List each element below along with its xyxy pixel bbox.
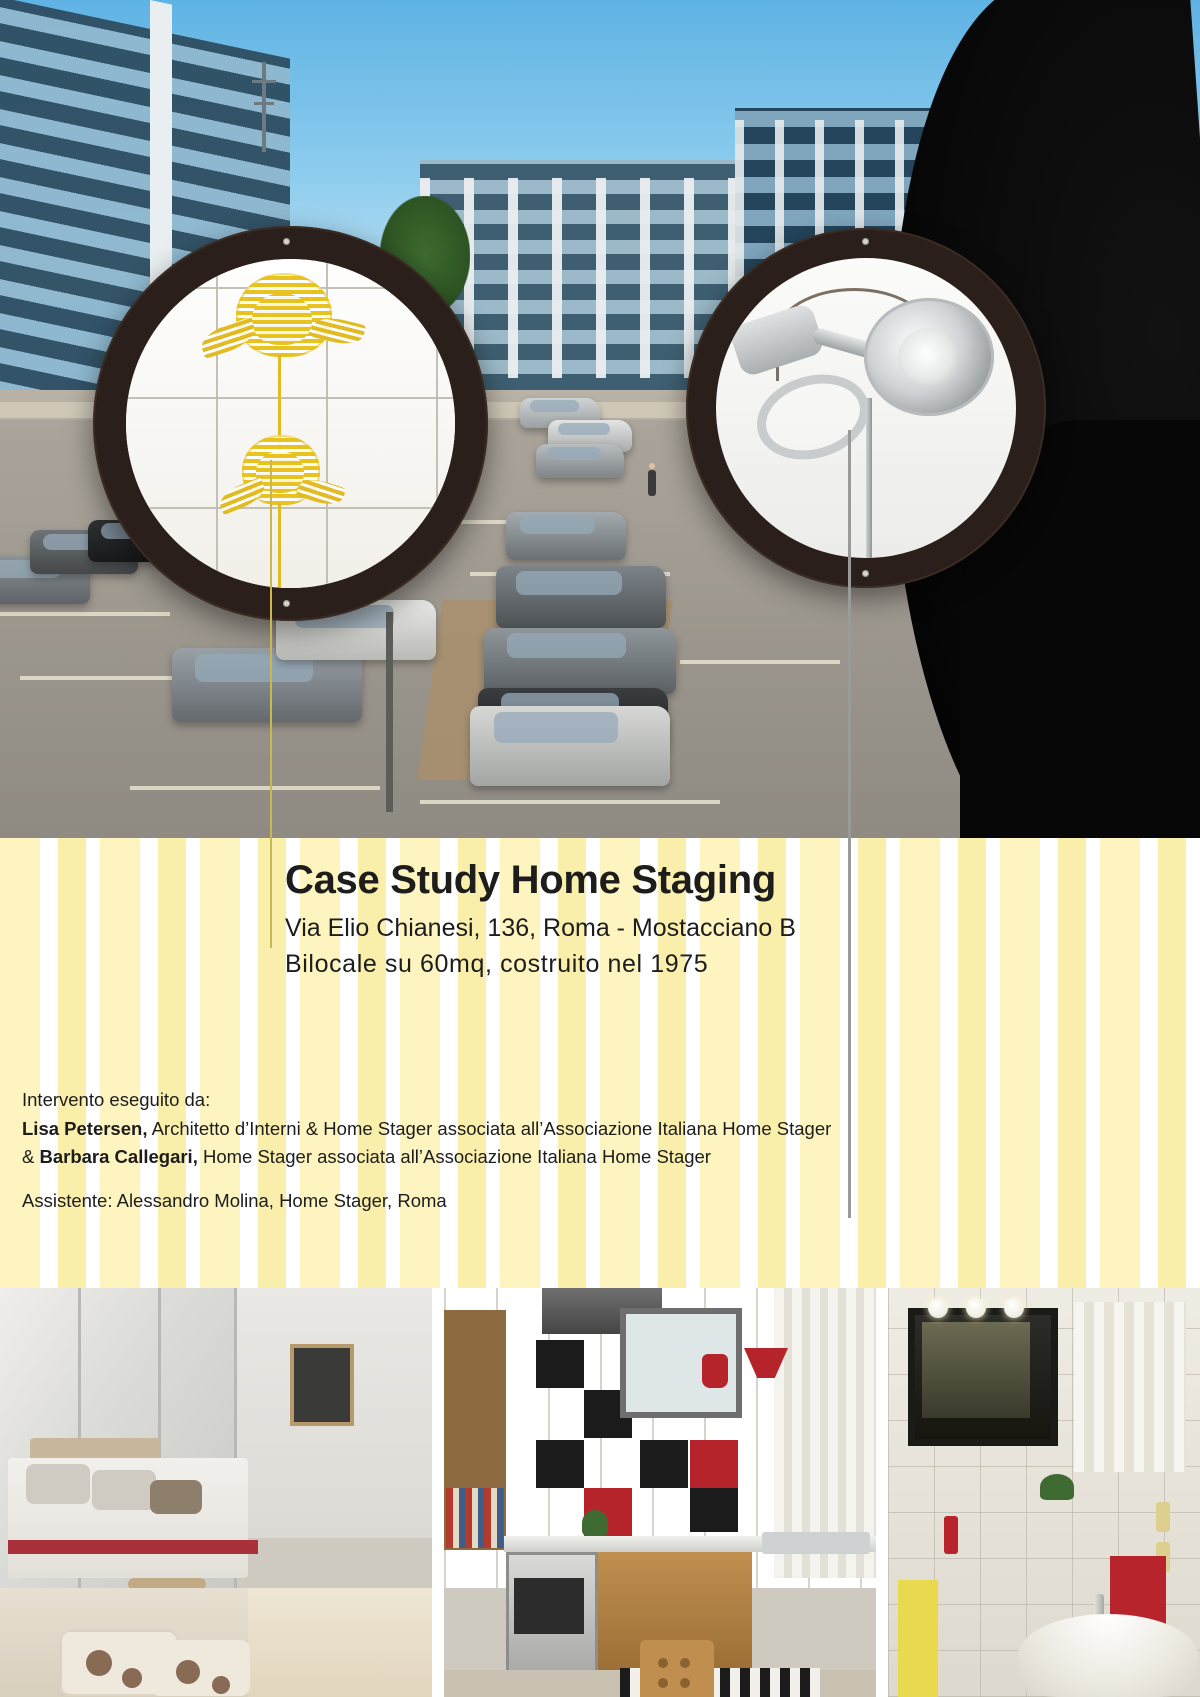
lamp-stand — [866, 398, 872, 558]
credit-prefix-2: & — [22, 1146, 40, 1168]
pillow — [26, 1464, 90, 1504]
lens-photo-desk-lamp — [686, 228, 1046, 588]
callout-line-left-continued — [270, 838, 272, 948]
foreground-bedding — [248, 1588, 432, 1697]
credit-role-1: Architetto d’Interni & Home Stager associata all’Associazione Italiana Home Stager — [147, 1117, 832, 1139]
cushion-flower-motif — [176, 1660, 200, 1684]
washbasin — [1018, 1614, 1198, 1697]
oven-mitt — [702, 1354, 728, 1388]
lens-screw — [283, 600, 290, 607]
rose-stem — [278, 503, 281, 588]
lens-screw — [862, 570, 869, 577]
parking-stripe — [680, 660, 840, 664]
black-accent-tile — [536, 1340, 584, 1388]
info-band-content — [0, 838, 1200, 1288]
bathroom-window-curtain — [1074, 1302, 1186, 1472]
callout-line-left — [270, 460, 272, 838]
pillow-accent — [150, 1480, 202, 1514]
sink — [762, 1532, 870, 1554]
lens-inner-left — [126, 259, 455, 588]
pillow — [92, 1470, 156, 1510]
yellow-rose-decal-inner — [252, 293, 312, 345]
red-accent-tile — [690, 1440, 738, 1488]
chair-hole — [680, 1658, 690, 1668]
antenna-mast — [262, 62, 266, 152]
cushion-flower-motif — [122, 1668, 142, 1688]
credits-intro: Intervento eseguito da: — [22, 1089, 211, 1110]
credit-name-1: Lisa Petersen, — [22, 1117, 148, 1139]
bedroom-photo — [0, 1288, 432, 1697]
yellow-towel — [898, 1580, 938, 1697]
lens-inner-right — [716, 258, 1016, 558]
credit-name-2: Barbara Callegari, — [39, 1146, 198, 1168]
lens-screw — [283, 238, 290, 245]
parking-stripe — [0, 612, 170, 616]
credit-line-1 — [22, 1115, 872, 1144]
assistant-line: Assistente: Alessandro Molina, Home Stager, Roma — [22, 1190, 447, 1211]
black-accent-tile — [690, 1484, 738, 1532]
cushion-flower-motif — [86, 1650, 112, 1676]
page-title: Case Study Home Staging — [285, 858, 776, 902]
property-detail: Bilocale su 60mq, costruito nel 1975 — [285, 950, 709, 978]
chair-hole — [658, 1678, 668, 1688]
kitchen-photo — [444, 1288, 876, 1697]
credits-block — [22, 1086, 872, 1172]
wooden-chair — [640, 1640, 714, 1697]
light-pole — [386, 612, 393, 812]
callout-line-right-continued — [848, 838, 851, 1218]
info-band — [0, 838, 1200, 1288]
chair-hole — [680, 1678, 690, 1688]
red-bottle — [944, 1516, 958, 1554]
cushion-flower-motif — [212, 1676, 230, 1694]
photo-strip — [0, 1288, 1200, 1697]
car — [506, 512, 626, 560]
vanity-light-bar — [924, 1296, 1028, 1322]
parking-stripe — [130, 786, 380, 790]
books — [446, 1488, 504, 1548]
black-accent-tile — [640, 1440, 688, 1488]
lamp-bulb — [898, 328, 960, 386]
car — [484, 628, 676, 694]
callout-line-right — [848, 430, 851, 838]
vanity-bulb — [966, 1298, 986, 1318]
bed-runner-red — [8, 1540, 258, 1554]
parking-stripe — [420, 800, 720, 804]
chair-hole — [658, 1658, 668, 1668]
hero-photo-window-view — [0, 0, 1200, 838]
car — [536, 444, 624, 478]
cushion-patterned-2 — [150, 1640, 250, 1696]
car — [470, 706, 670, 786]
credit-role-2: Home Stager associata all’Associazione Italiana Home Stager — [197, 1146, 711, 1168]
black-accent-tile — [536, 1440, 584, 1488]
property-address: Via Elio Chianesi, 136, Roma - Mostacciano B — [285, 914, 796, 942]
bathroom-photo — [888, 1288, 1200, 1697]
vanity-bulb — [1004, 1298, 1024, 1318]
pedestrian — [648, 470, 656, 496]
potted-herb — [582, 1510, 608, 1536]
oven-door-glass — [514, 1578, 584, 1634]
lens-photo-bathroom-tiles — [93, 226, 488, 621]
car — [496, 566, 666, 628]
lens-screw — [862, 238, 869, 245]
credit-line-2 — [22, 1143, 872, 1172]
towel-hook — [1156, 1502, 1170, 1532]
vanity-bulb — [928, 1298, 948, 1318]
wall-picture-frame — [290, 1344, 354, 1426]
bathroom-mirror-glass — [922, 1322, 1030, 1418]
bathroom-plant — [1040, 1474, 1074, 1500]
